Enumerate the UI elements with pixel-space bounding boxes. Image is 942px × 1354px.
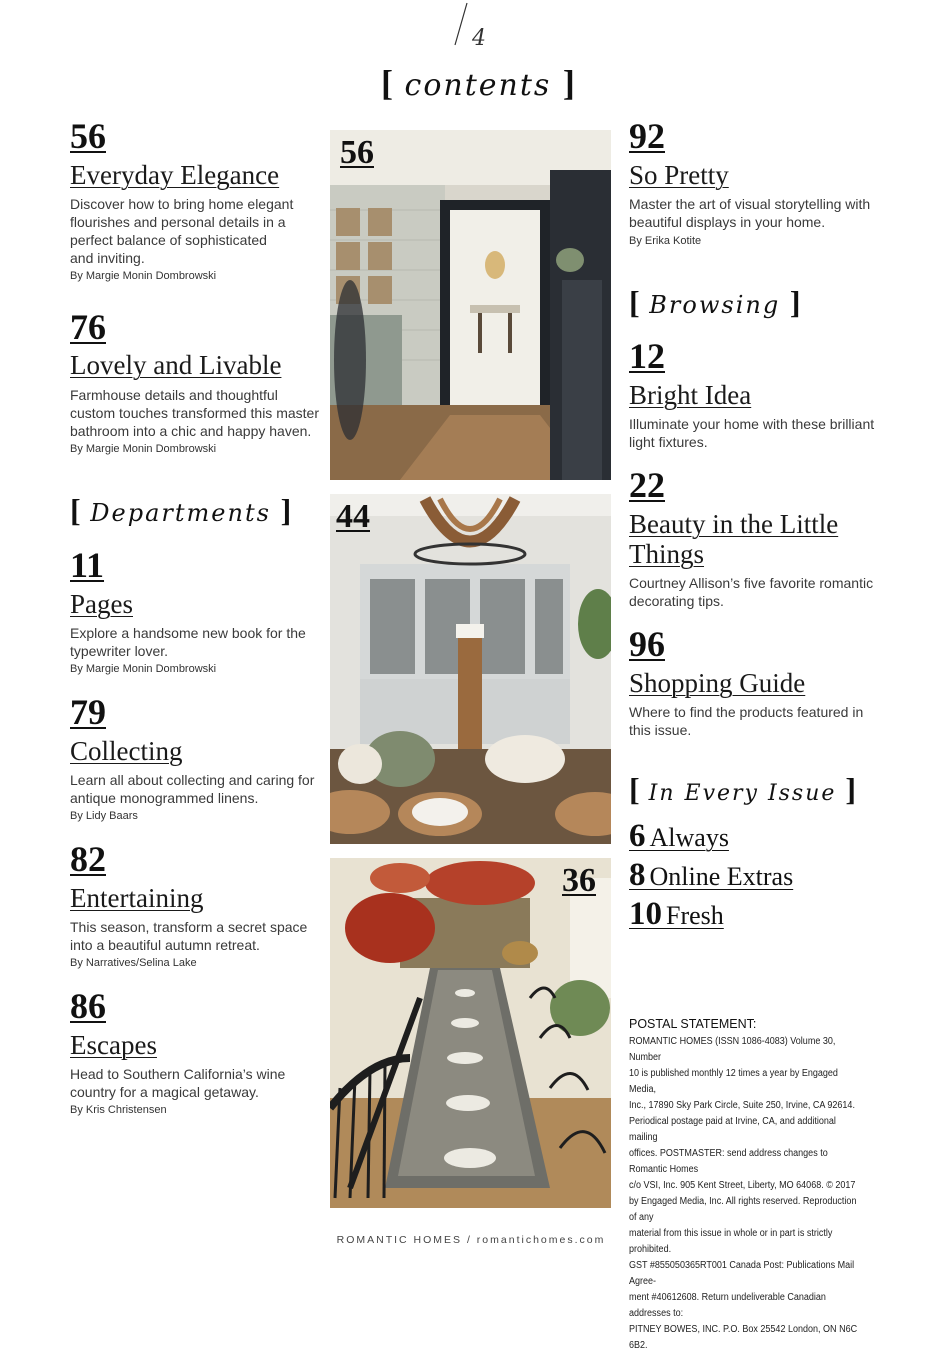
issue-title: Online Extras	[649, 862, 794, 891]
issue-title: Always	[649, 823, 729, 852]
description-line: this issue.	[629, 722, 692, 738]
article-page-number[interactable]: 11	[70, 545, 105, 585]
browsing-heading: [ Browsing ]	[629, 284, 801, 320]
description-line: Discover how to bring home elegant	[70, 196, 294, 212]
postal-line: offices. POSTMASTER: send address changes to Romantic Homes	[629, 1148, 828, 1175]
article-description	[70, 386, 328, 440]
hutch-illustration	[330, 494, 611, 844]
photo-page-number: 36	[562, 862, 596, 899]
article-description	[70, 624, 320, 660]
article-title[interactable]: Everyday Elegance	[70, 160, 280, 190]
article-byline: By Lidy Baars	[70, 810, 138, 822]
article-description	[629, 415, 889, 451]
article-byline: By Erika Kotite	[629, 235, 702, 247]
postal-line: 10 is published monthly 12 times a year by Engaged Media,	[629, 1068, 838, 1095]
description-line: Where to find the products featured in	[629, 704, 864, 720]
article-title[interactable]: Escapes	[70, 1030, 157, 1060]
description-line: antique monogrammed linens.	[70, 790, 259, 806]
article-page-number[interactable]: 86	[70, 986, 106, 1026]
postal-statement-body	[629, 1034, 857, 1354]
description-line: typewriter lover.	[70, 643, 169, 659]
description-line: and inviting.	[70, 250, 145, 266]
photo-page-number: 44	[336, 498, 370, 535]
in-every-issue-heading: [ In Every Issue ]	[629, 771, 857, 807]
hallway-illustration	[330, 130, 611, 480]
page-footer: ROMANTIC HOMES / romantichomes.com	[336, 1234, 606, 1246]
browsing-heading-label: Browsing	[649, 291, 781, 319]
article-title[interactable]: Collecting	[70, 736, 183, 766]
description-line: Courtney Allison’s five favorite romantic	[629, 575, 874, 591]
postal-statement-heading: POSTAL STATEMENT:	[629, 1017, 757, 1031]
article-byline: By Margie Monin Dombrowski	[70, 443, 217, 455]
description-line: custom touches transformed this master	[70, 405, 319, 421]
article-title[interactable]: Beauty in the Little	[629, 509, 839, 539]
description-line: perfect balance of sophisticated	[70, 232, 267, 248]
article-page-number[interactable]: 79	[70, 692, 106, 732]
description-line: bathroom into a chic and happy haven.	[70, 423, 312, 439]
article-page-number[interactable]: 92	[629, 116, 665, 156]
article-byline: By Narratives/Selina Lake	[70, 957, 197, 969]
article-title[interactable]: Lovely and Livable	[70, 350, 282, 380]
issue-item-fresh[interactable]	[629, 896, 724, 933]
photo-hallway[interactable]	[330, 130, 611, 480]
contents-heading-label: contents	[404, 68, 552, 103]
photo-page-number: 56	[340, 134, 374, 171]
description-line: Learn all about collecting and caring for	[70, 772, 315, 788]
article-title[interactable]: Shopping Guide	[629, 668, 806, 698]
description-line: Master the art of visual storytelling with	[629, 196, 871, 212]
description-line: Head to Southern California’s wine	[70, 1066, 286, 1082]
article-byline: By Kris Christensen	[70, 1104, 167, 1116]
issue-title: Fresh	[666, 901, 724, 930]
description-line: flourishes and personal details in a	[70, 214, 286, 230]
article-page-number[interactable]: 22	[629, 465, 665, 505]
postal-line: PITNEY BOWES, INC. P.O. Box 25542 London, ON N6C 6B2.	[629, 1324, 858, 1351]
description-line: country for a magical getaway.	[70, 1084, 259, 1100]
article-page-number[interactable]: 56	[70, 116, 106, 156]
article-page-number[interactable]: 82	[70, 839, 106, 879]
article-description	[629, 195, 889, 231]
photo-dining-table[interactable]	[330, 858, 611, 1208]
article-description	[70, 195, 320, 267]
postal-line: by Engaged Media, Inc. All rights reserved. Reproduction of any	[629, 1196, 857, 1223]
article-byline: By Margie Monin Dombrowski	[70, 270, 217, 282]
description-line: Explore a handsome new book for the	[70, 625, 306, 641]
dining-table-illustration	[330, 858, 611, 1208]
postal-line: c/o VSI, Inc. 905 Kent Street, Liberty, MO 64068. © 2017	[629, 1180, 856, 1191]
page-number: 4	[472, 26, 486, 51]
description-line: Farmhouse details and thoughtful	[70, 387, 278, 403]
page-slash-decoration	[454, 2, 468, 46]
article-description	[70, 1065, 320, 1101]
departments-heading-label: Departments	[90, 499, 271, 527]
article-title[interactable]: Entertaining	[70, 883, 204, 913]
description-line: into a beautiful autumn retreat.	[70, 937, 260, 953]
article-description	[629, 574, 889, 610]
contents-heading: [ contents ]	[381, 63, 575, 103]
postal-line: Inc., 17890 Sky Park Circle, Suite 250, Irvine, CA 92614.	[629, 1100, 855, 1111]
issue-item-online-extras[interactable]	[629, 857, 793, 894]
description-line: beautiful displays in your home.	[629, 214, 826, 230]
description-line: light fixtures.	[629, 434, 708, 450]
issue-item-always[interactable]	[629, 818, 729, 855]
postal-line: ment #40612608. Return undeliverable Canadian addresses to:	[629, 1292, 826, 1319]
article-page-number[interactable]: 76	[70, 307, 106, 347]
article-title-continued[interactable]: Things	[629, 539, 705, 569]
article-description	[70, 771, 328, 807]
article-page-number[interactable]: 12	[629, 336, 665, 376]
departments-heading: [ Departments ]	[70, 492, 292, 528]
issue-page-number: 6	[629, 818, 646, 854]
issue-page-number: 8	[629, 857, 646, 893]
description-line: Illuminate your home with these brilliant	[629, 416, 875, 432]
postal-line: Periodical postage paid at Irvine, CA, and additional mailing	[629, 1116, 836, 1143]
article-title[interactable]: So Pretty	[629, 160, 729, 190]
issue-page-number: 10	[629, 896, 662, 932]
description-line: decorating tips.	[629, 593, 724, 609]
postal-line: material from this issue in whole or in part is strictly prohibited.	[629, 1228, 833, 1255]
article-title[interactable]: Pages	[70, 589, 133, 619]
article-byline: By Margie Monin Dombrowski	[70, 663, 217, 675]
postal-line: GST #855050365RT001 Canada Post: Publications Mail Agree-	[629, 1260, 855, 1287]
photo-hutch[interactable]	[330, 494, 611, 844]
in-every-issue-heading-label: In Every Issue	[648, 781, 837, 806]
description-line: This season, transform a secret space	[70, 919, 308, 935]
article-title[interactable]: Bright Idea	[629, 380, 752, 410]
article-description	[629, 703, 889, 739]
article-page-number[interactable]: 96	[629, 624, 665, 664]
postal-line: ROMANTIC HOMES (ISSN 1086-4083) Volume 30, Number	[629, 1036, 836, 1063]
article-description	[70, 918, 320, 954]
